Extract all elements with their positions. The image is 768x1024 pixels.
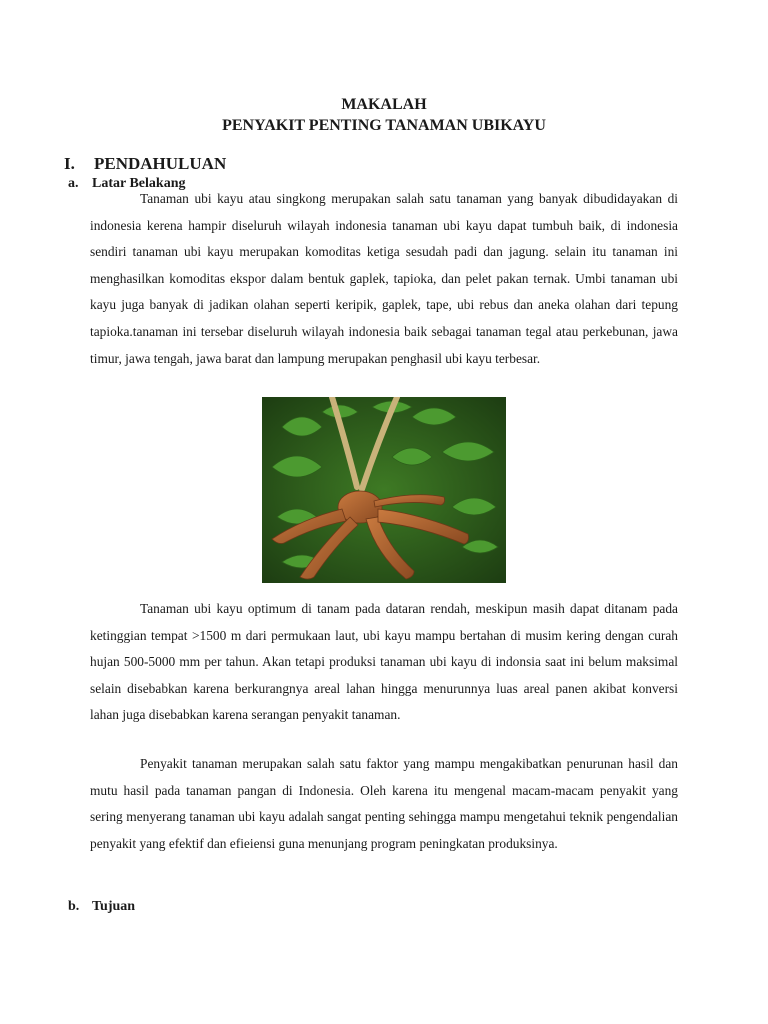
- section-number: I.: [64, 154, 75, 173]
- section-title: PENDAHULUAN: [94, 154, 227, 173]
- paragraph-latar-belakang-2: Tanaman ubi kayu optimum di tanam pada dataran rendah, meskipun masih dapat ditanam pada ketinggian tempat >1500 m dari permukaan laut, ubi kayu mampu bertahan di musim kering dengan curah hujan 500-5000 mm per tahun. Akan tetapi produksi tanaman ubi kayu di indonsia saat ini belum maksimal selain disebabkan karena berkurangnya areal lahan hingga menurunnya luas areal panen akibat konversi lahan juga disebabkan karena serangan penyakit tanaman.: [90, 601, 678, 723]
- subsection-heading-tujuan: [68, 899, 135, 915]
- subsection-number: a.: [68, 176, 79, 191]
- title-line-1: MAKALAH: [341, 96, 427, 113]
- subsection-title: Latar Belakang: [92, 176, 186, 191]
- paragraph-latar-belakang-3: Penyakit tanaman merupakan salah satu faktor yang mampu mengakibatkan penurunan hasil dan mutu hasil pada tanaman pangan di Indonesia. Oleh karena itu mengenal macam-macam penyakit yang sering menyerang tanaman ubi kayu adalah sangat penting sehingga mampu mengetahui teknik pengendalian penyakit yang efektif dan efieiensi guna menunjang program peningkatan produksinya.: [90, 756, 678, 851]
- title-line-2: PENYAKIT PENTING TANAMAN UBIKAYU: [222, 117, 546, 134]
- paragraph-latar-belakang-1: Tanaman ubi kayu atau singkong merupakan salah satu tanaman yang banyak dibudidayakan di indonesia kerena hampir diseluruh wilayah indonesia tanaman ubi kayu dapat tumbuh baik, di indonesia sendiri tanaman ubi kayu merupakan komoditas ketiga sesudah padi dan jagung. selain itu tanaman ini menghasilkan komoditas ekspor dalam bentuk gaplek, tapioka, dan pelet pakan ternak. Umbi tanaman ubi kayu juga banyak di jadikan olahan seperti keripik, gaplek, tape, ubi rebus dan aneka olahan dari tepung tapioka.tanaman ini tersebar diseluruh wilayah indonesia baik sebagai tanaman tegal atau perkebunan, jawa timur, jawa tengah, jawa barat dan lampung merupakan penghasil ubi kayu terbesar.: [90, 191, 678, 366]
- document-title: [0, 94, 768, 136]
- subsection-title: Tujuan: [92, 899, 136, 914]
- section-heading-pendahuluan: [64, 154, 226, 174]
- cassava-plant-photo: [262, 397, 506, 583]
- subsection-number: b.: [68, 899, 80, 914]
